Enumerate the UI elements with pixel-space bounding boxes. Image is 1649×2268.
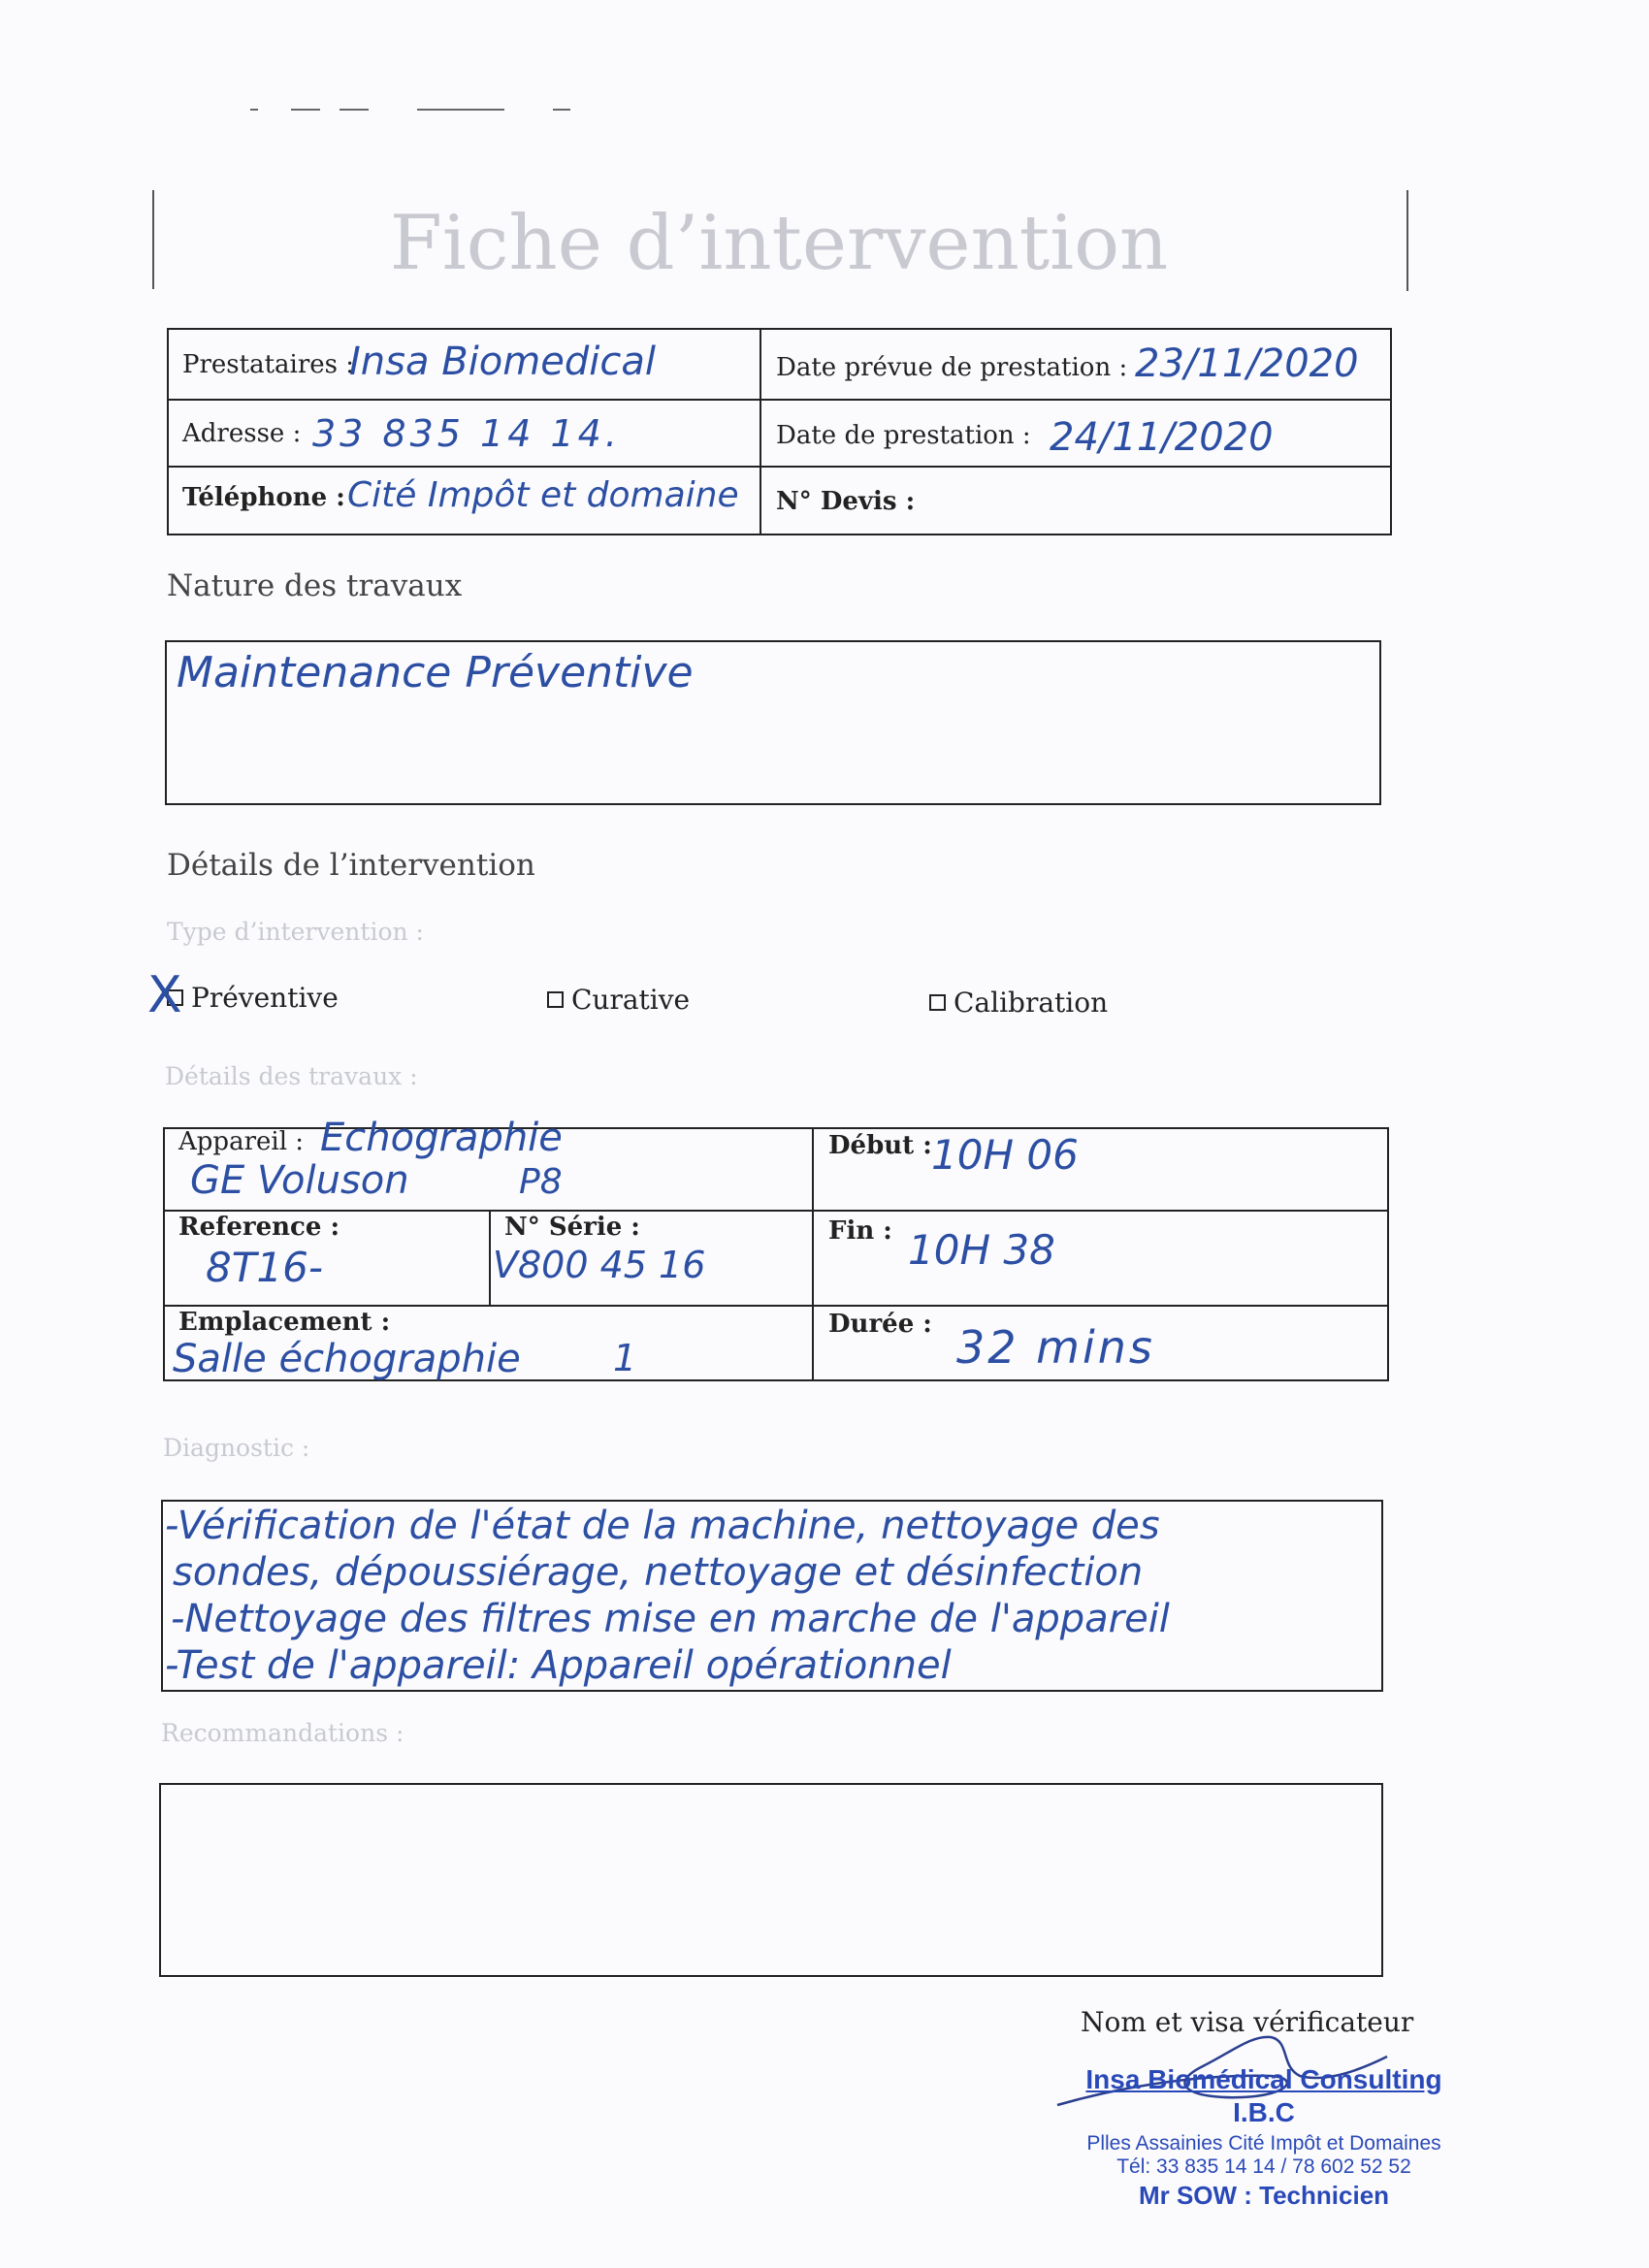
fin-label: Fin : — [828, 1216, 892, 1246]
emplacement-number: 1 — [613, 1337, 637, 1379]
scan-mark — [553, 109, 570, 111]
details-travaux-label: Détails des travaux : — [165, 1062, 418, 1090]
appareil-line2: GE Voluson — [190, 1158, 409, 1203]
type-intervention-label: Type d’intervention : — [167, 918, 424, 946]
page-title: Fiche d’intervention — [389, 200, 1169, 287]
diagnostic-line: -Vérification de l'état de la machine, nettoyage des — [165, 1504, 1160, 1548]
diagnostic-line: -Nettoyage des filtres mise en marche de l'appareil — [171, 1597, 1170, 1641]
scan-mark — [250, 109, 258, 111]
debut-label: Début : — [828, 1131, 932, 1160]
date-prestation-label: Date de prestation : — [776, 421, 1031, 450]
calibration-label: Calibration — [954, 987, 1109, 1019]
nature-heading: Nature des travaux — [167, 568, 463, 603]
diagnostic-line: -Test de l'appareil: Appareil opérationnel — [165, 1643, 952, 1688]
calibration-checkbox[interactable] — [929, 994, 946, 1011]
reference-value: 8T16- — [206, 1244, 323, 1291]
emplacement-label: Emplacement : — [178, 1308, 391, 1337]
duree-label: Durée : — [828, 1310, 932, 1339]
stamp-company: Insa Biomédical Consulting — [1085, 2064, 1442, 2094]
scan-mark — [340, 109, 369, 111]
work-col-divider — [812, 1127, 814, 1381]
visa-label: Nom et visa vérificateur — [1081, 2006, 1414, 2038]
prestataires-label: Prestataires : — [182, 350, 355, 379]
work-row-divider — [163, 1305, 1389, 1307]
scan-mark — [417, 109, 504, 111]
serie-label: N° Série : — [504, 1213, 640, 1242]
stamp-phone: Tél: 33 835 14 14 / 78 602 52 52 — [1116, 2155, 1411, 2178]
diagnostic-line: sondes, dépoussiérage, nettoyage et désinfection — [173, 1550, 1144, 1595]
date-prevue-value: 23/11/2020 — [1135, 341, 1359, 386]
emplacement-value: Salle échographie — [173, 1337, 521, 1381]
diagnostic-label: Diagnostic : — [163, 1434, 310, 1462]
header-row-divider — [167, 399, 1392, 401]
debut-value: 10H 06 — [931, 1131, 1079, 1179]
work-col-divider — [489, 1210, 491, 1305]
details-heading: Détails de l’intervention — [167, 848, 535, 883]
serie-value: V800 45 16 — [493, 1244, 706, 1286]
adresse-value: 33 835 14 14. — [312, 412, 621, 455]
adresse-label: Adresse : — [182, 419, 302, 448]
appareil-model: P8 — [519, 1162, 563, 1202]
recommandations-label: Recommandations : — [161, 1719, 404, 1747]
devis-label: N° Devis : — [776, 487, 916, 516]
date-prestation-value: 24/11/2020 — [1050, 415, 1274, 460]
company-stamp — [1055, 2064, 1472, 2211]
preventive-label: Préventive — [191, 982, 339, 1014]
preventive-check-mark: X — [147, 966, 182, 1024]
curative-label: Curative — [571, 984, 691, 1016]
option-curative[interactable] — [547, 984, 690, 1016]
header-col-divider — [760, 328, 761, 535]
duree-value: 32 mins — [956, 1321, 1155, 1374]
option-preventive[interactable] — [167, 982, 339, 1014]
stamp-address: Plles Assainies Cité Impôt et Domaines — [1086, 2132, 1441, 2155]
work-row-divider — [163, 1210, 1389, 1212]
prestataires-value: Insa Biomedical — [349, 340, 656, 384]
fin-value: 10H 38 — [908, 1226, 1055, 1274]
recommandations-box — [159, 1783, 1383, 1977]
reference-label: Reference : — [178, 1213, 340, 1242]
option-calibration[interactable] — [929, 987, 1108, 1019]
date-prevue-label: Date prévue de prestation : — [776, 353, 1128, 382]
stamp-person: Mr SOW : Technicien — [1138, 2181, 1390, 2210]
nature-value: Maintenance Préventive — [177, 648, 694, 697]
scan-mark — [291, 109, 320, 111]
appareil-label: Appareil : — [178, 1127, 305, 1156]
header-row-divider — [167, 466, 1392, 468]
appareil-line1: Echographie — [320, 1116, 563, 1160]
telephone-value: Cité Impôt et domaine — [347, 475, 739, 515]
curative-checkbox[interactable] — [547, 991, 564, 1008]
telephone-label: Téléphone : — [182, 483, 345, 512]
stamp-abbr: I.B.C — [1233, 2097, 1295, 2127]
